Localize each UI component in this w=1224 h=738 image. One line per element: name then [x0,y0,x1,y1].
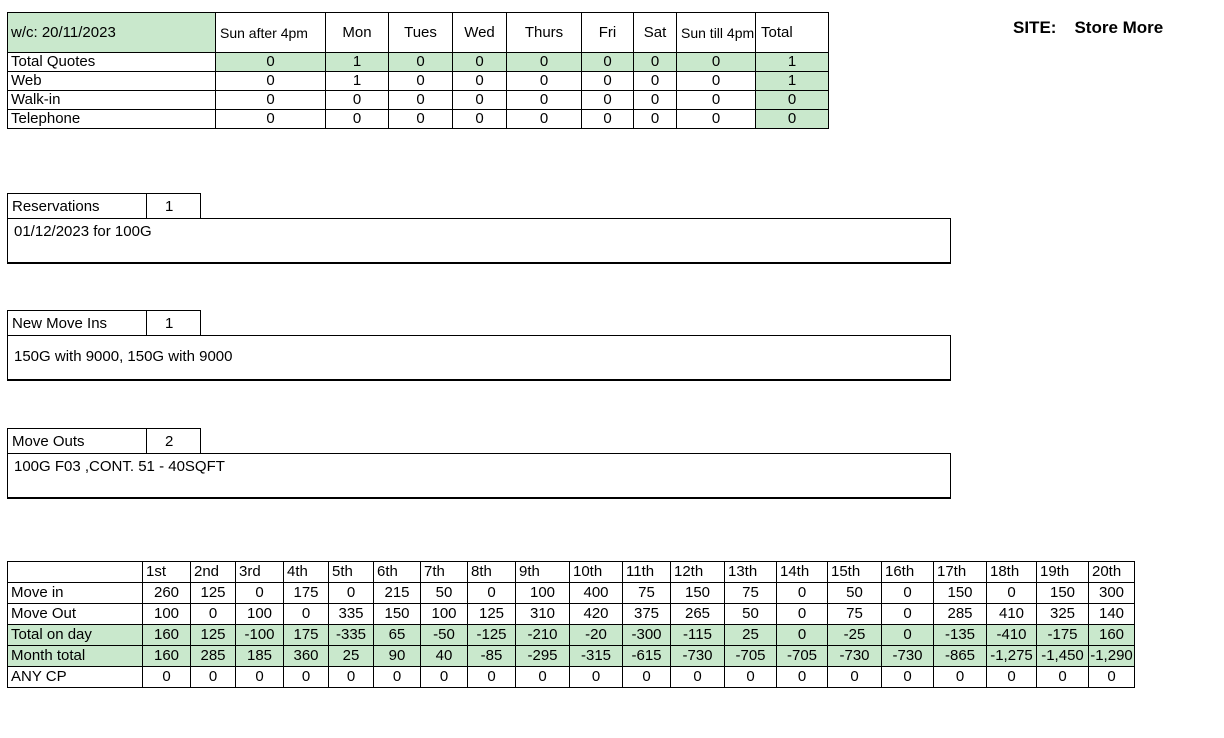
quotes-row-label: Web [8,72,216,91]
day-header: 16th [882,562,934,583]
monthly-cell: 175 [284,625,329,646]
monthly-cell: 0 [882,667,934,688]
monthly-cell: -175 [1037,625,1089,646]
reservations-header [7,193,201,219]
header-sun-till: Sun till 4pm [677,13,756,53]
monthly-cell: -295 [516,646,570,667]
monthly-cell: -1,290 [1089,646,1135,667]
week-commencing-cell: w/c: 20/11/2023 [8,13,216,53]
quotes-cell: 0 [756,91,829,110]
monthly-cell: 25 [725,625,777,646]
quotes-cell: 1 [326,53,389,72]
quotes-cell: 0 [634,91,677,110]
monthly-cell: 360 [284,646,329,667]
monthly-cell: 50 [725,604,777,625]
quotes-row [8,72,829,91]
monthly-cell: 265 [671,604,725,625]
quotes-cell: 0 [389,72,453,91]
quotes-cell: 0 [582,72,634,91]
move-ins-details: 150G with 9000, 150G with 9000 [7,335,951,381]
monthly-cell: 25 [329,646,374,667]
move-outs-label: Move Outs [8,429,147,454]
quotes-cell: 0 [216,72,326,91]
monthly-cell: 125 [191,625,236,646]
monthly-cell: 260 [143,583,191,604]
quotes-row-label: Walk-in [8,91,216,110]
monthly-cell: 0 [1037,667,1089,688]
monthly-cell: -1,450 [1037,646,1089,667]
quotes-cell: 0 [326,110,389,129]
monthly-cell: 0 [882,583,934,604]
weekly-quotes-table [7,12,829,129]
monthly-header-row [8,562,1135,583]
day-header: 3rd [236,562,284,583]
monthly-cell: -335 [329,625,374,646]
monthly-cell: -300 [623,625,671,646]
quotes-cell: 0 [582,110,634,129]
monthly-cell: 0 [284,667,329,688]
monthly-cell: 75 [725,583,777,604]
monthly-row-label: Month total [8,646,143,667]
monthly-cell: 75 [828,604,882,625]
monthly-cell: -100 [236,625,284,646]
site-name: Store More [1074,18,1164,37]
quotes-cell: 0 [389,110,453,129]
quotes-cell: 0 [453,72,507,91]
quotes-cell: 0 [507,110,582,129]
day-header: 18th [987,562,1037,583]
move-ins-label: New Move Ins [8,311,147,336]
monthly-cell: -730 [828,646,882,667]
quotes-cell: 0 [507,72,582,91]
move-outs-details: 100G F03 ,CONT. 51 - 40SQFT [7,453,951,499]
monthly-cell: 215 [374,583,421,604]
quotes-cell: 0 [634,53,677,72]
quotes-cell: 0 [453,53,507,72]
header-fri: Fri [582,13,634,53]
day-header: 8th [468,562,516,583]
move-ins-count: 1 [165,315,174,332]
monthly-cell: -25 [828,625,882,646]
monthly-cell: 375 [623,604,671,625]
day-header: 6th [374,562,421,583]
monthly-cell: 75 [623,583,671,604]
monthly-cell: 310 [516,604,570,625]
monthly-cell: 0 [468,583,516,604]
quotes-cell: 0 [677,53,756,72]
move-outs-header [7,428,201,454]
monthly-cell: -115 [671,625,725,646]
quotes-row-label: Telephone [8,110,216,129]
day-header: 20th [1089,562,1135,583]
monthly-row-label: ANY CP [8,667,143,688]
monthly-cell: 0 [421,667,468,688]
monthly-row [8,646,1135,667]
monthly-cell: -1,275 [987,646,1037,667]
monthly-cell: -730 [671,646,725,667]
day-header: 14th [777,562,828,583]
quotes-cell: 0 [677,91,756,110]
quotes-cell: 0 [389,53,453,72]
quotes-row [8,91,829,110]
monthly-row-label: Move in [8,583,143,604]
day-header: 19th [1037,562,1089,583]
quotes-cell: 0 [677,110,756,129]
header-sun-after: Sun after 4pm [216,13,326,53]
day-header: 12th [671,562,725,583]
monthly-cell: 0 [725,667,777,688]
quotes-cell: 0 [634,110,677,129]
quotes-cell: 0 [326,91,389,110]
reservations-label: Reservations [8,194,147,219]
quotes-cell: 0 [756,110,829,129]
monthly-cell: 100 [143,604,191,625]
monthly-cell: 50 [421,583,468,604]
monthly-cell: 0 [191,604,236,625]
quotes-cell: 0 [677,72,756,91]
monthly-cell: 0 [882,625,934,646]
quotes-cell: 0 [634,72,677,91]
quotes-cell: 0 [389,91,453,110]
site-label: SITE: [1013,18,1057,37]
monthly-cell: 0 [329,583,374,604]
monthly-cell: 50 [828,583,882,604]
monthly-cell: -730 [882,646,934,667]
monthly-cell: 175 [284,583,329,604]
monthly-cell: 0 [143,667,191,688]
monthly-row-label: Total on day [8,625,143,646]
monthly-cell: 150 [934,583,987,604]
monthly-cell: 0 [671,667,725,688]
quotes-cell: 0 [216,110,326,129]
monthly-cell: 150 [671,583,725,604]
header-sat: Sat [634,13,677,53]
quotes-cell: 0 [453,91,507,110]
monthly-cell: 0 [987,583,1037,604]
monthly-cell: 285 [934,604,987,625]
monthly-corner-cell [8,562,143,583]
day-header: 4th [284,562,329,583]
monthly-cell: 0 [1089,667,1135,688]
header-tues: Tues [389,13,453,53]
monthly-cell: -410 [987,625,1037,646]
header-thurs: Thurs [507,13,582,53]
day-header: 13th [725,562,777,583]
monthly-cell: 335 [329,604,374,625]
monthly-cell: 100 [236,604,284,625]
reservations-count: 1 [165,198,174,215]
monthly-cell: 0 [777,583,828,604]
monthly-cell: 285 [191,646,236,667]
monthly-cell: 185 [236,646,284,667]
monthly-cell: 0 [570,667,623,688]
day-header: 1st [143,562,191,583]
monthly-cell: 160 [143,625,191,646]
monthly-cell: -615 [623,646,671,667]
monthly-cell: 160 [143,646,191,667]
monthly-cell: 125 [191,583,236,604]
monthly-cell: 0 [516,667,570,688]
monthly-cell: -125 [468,625,516,646]
monthly-row [8,625,1135,646]
header-total: Total [756,13,829,53]
monthly-cell: 40 [421,646,468,667]
quotes-cell: 1 [326,72,389,91]
day-header: 17th [934,562,987,583]
quotes-cell: 1 [756,72,829,91]
monthly-cell: -20 [570,625,623,646]
monthly-cell: 300 [1089,583,1135,604]
monthly-cell: -135 [934,625,987,646]
monthly-cell: 0 [236,667,284,688]
monthly-cell: 325 [1037,604,1089,625]
monthly-row [8,667,1135,688]
monthly-cell: -865 [934,646,987,667]
monthly-cell: 100 [516,583,570,604]
monthly-cell: -315 [570,646,623,667]
quotes-cell: 0 [453,110,507,129]
day-header: 5th [329,562,374,583]
reservations-details: 01/12/2023 for 100G [7,218,951,264]
day-header: 10th [570,562,623,583]
quotes-cell: 0 [216,53,326,72]
quotes-header-row [8,13,829,53]
quotes-cell: 1 [756,53,829,72]
monthly-row-label: Move Out [8,604,143,625]
monthly-cell: 140 [1089,604,1135,625]
monthly-cell: 400 [570,583,623,604]
quotes-cell: 0 [216,91,326,110]
monthly-cell: 0 [828,667,882,688]
monthly-cell: 160 [1089,625,1135,646]
monthly-cell: 0 [329,667,374,688]
monthly-cell: 0 [468,667,516,688]
monthly-cell: 0 [623,667,671,688]
monthly-cell: 0 [777,604,828,625]
monthly-row [8,583,1135,604]
day-header: 7th [421,562,468,583]
monthly-cell: 0 [284,604,329,625]
quotes-row [8,110,829,129]
quotes-row [8,53,829,72]
monthly-cell: -85 [468,646,516,667]
header-mon: Mon [326,13,389,53]
monthly-row [8,604,1135,625]
monthly-cell: 65 [374,625,421,646]
monthly-cell: 0 [934,667,987,688]
quotes-cell: 0 [582,53,634,72]
monthly-cell: 0 [777,667,828,688]
header-wed: Wed [453,13,507,53]
monthly-cell: 420 [570,604,623,625]
monthly-cell: -210 [516,625,570,646]
move-outs-count: 2 [165,433,174,450]
monthly-cell: 125 [468,604,516,625]
day-header: 11th [623,562,671,583]
day-header: 2nd [191,562,236,583]
monthly-cell: -50 [421,625,468,646]
monthly-cell: 100 [421,604,468,625]
monthly-cell: 0 [191,667,236,688]
quotes-row-label: Total Quotes [8,53,216,72]
monthly-cell: 150 [374,604,421,625]
quotes-cell: 0 [507,91,582,110]
monthly-cell: 0 [777,625,828,646]
site-title [1013,18,1163,38]
monthly-cell: 150 [1037,583,1089,604]
monthly-cell: -705 [725,646,777,667]
monthly-table [7,561,1135,688]
monthly-cell: 0 [374,667,421,688]
monthly-cell: 90 [374,646,421,667]
day-header: 15th [828,562,882,583]
quotes-cell: 0 [507,53,582,72]
day-header: 9th [516,562,570,583]
monthly-cell: -705 [777,646,828,667]
monthly-cell: 0 [882,604,934,625]
quotes-cell: 0 [582,91,634,110]
monthly-cell: 0 [987,667,1037,688]
monthly-cell: 410 [987,604,1037,625]
monthly-cell: 0 [236,583,284,604]
move-ins-header [7,310,201,336]
